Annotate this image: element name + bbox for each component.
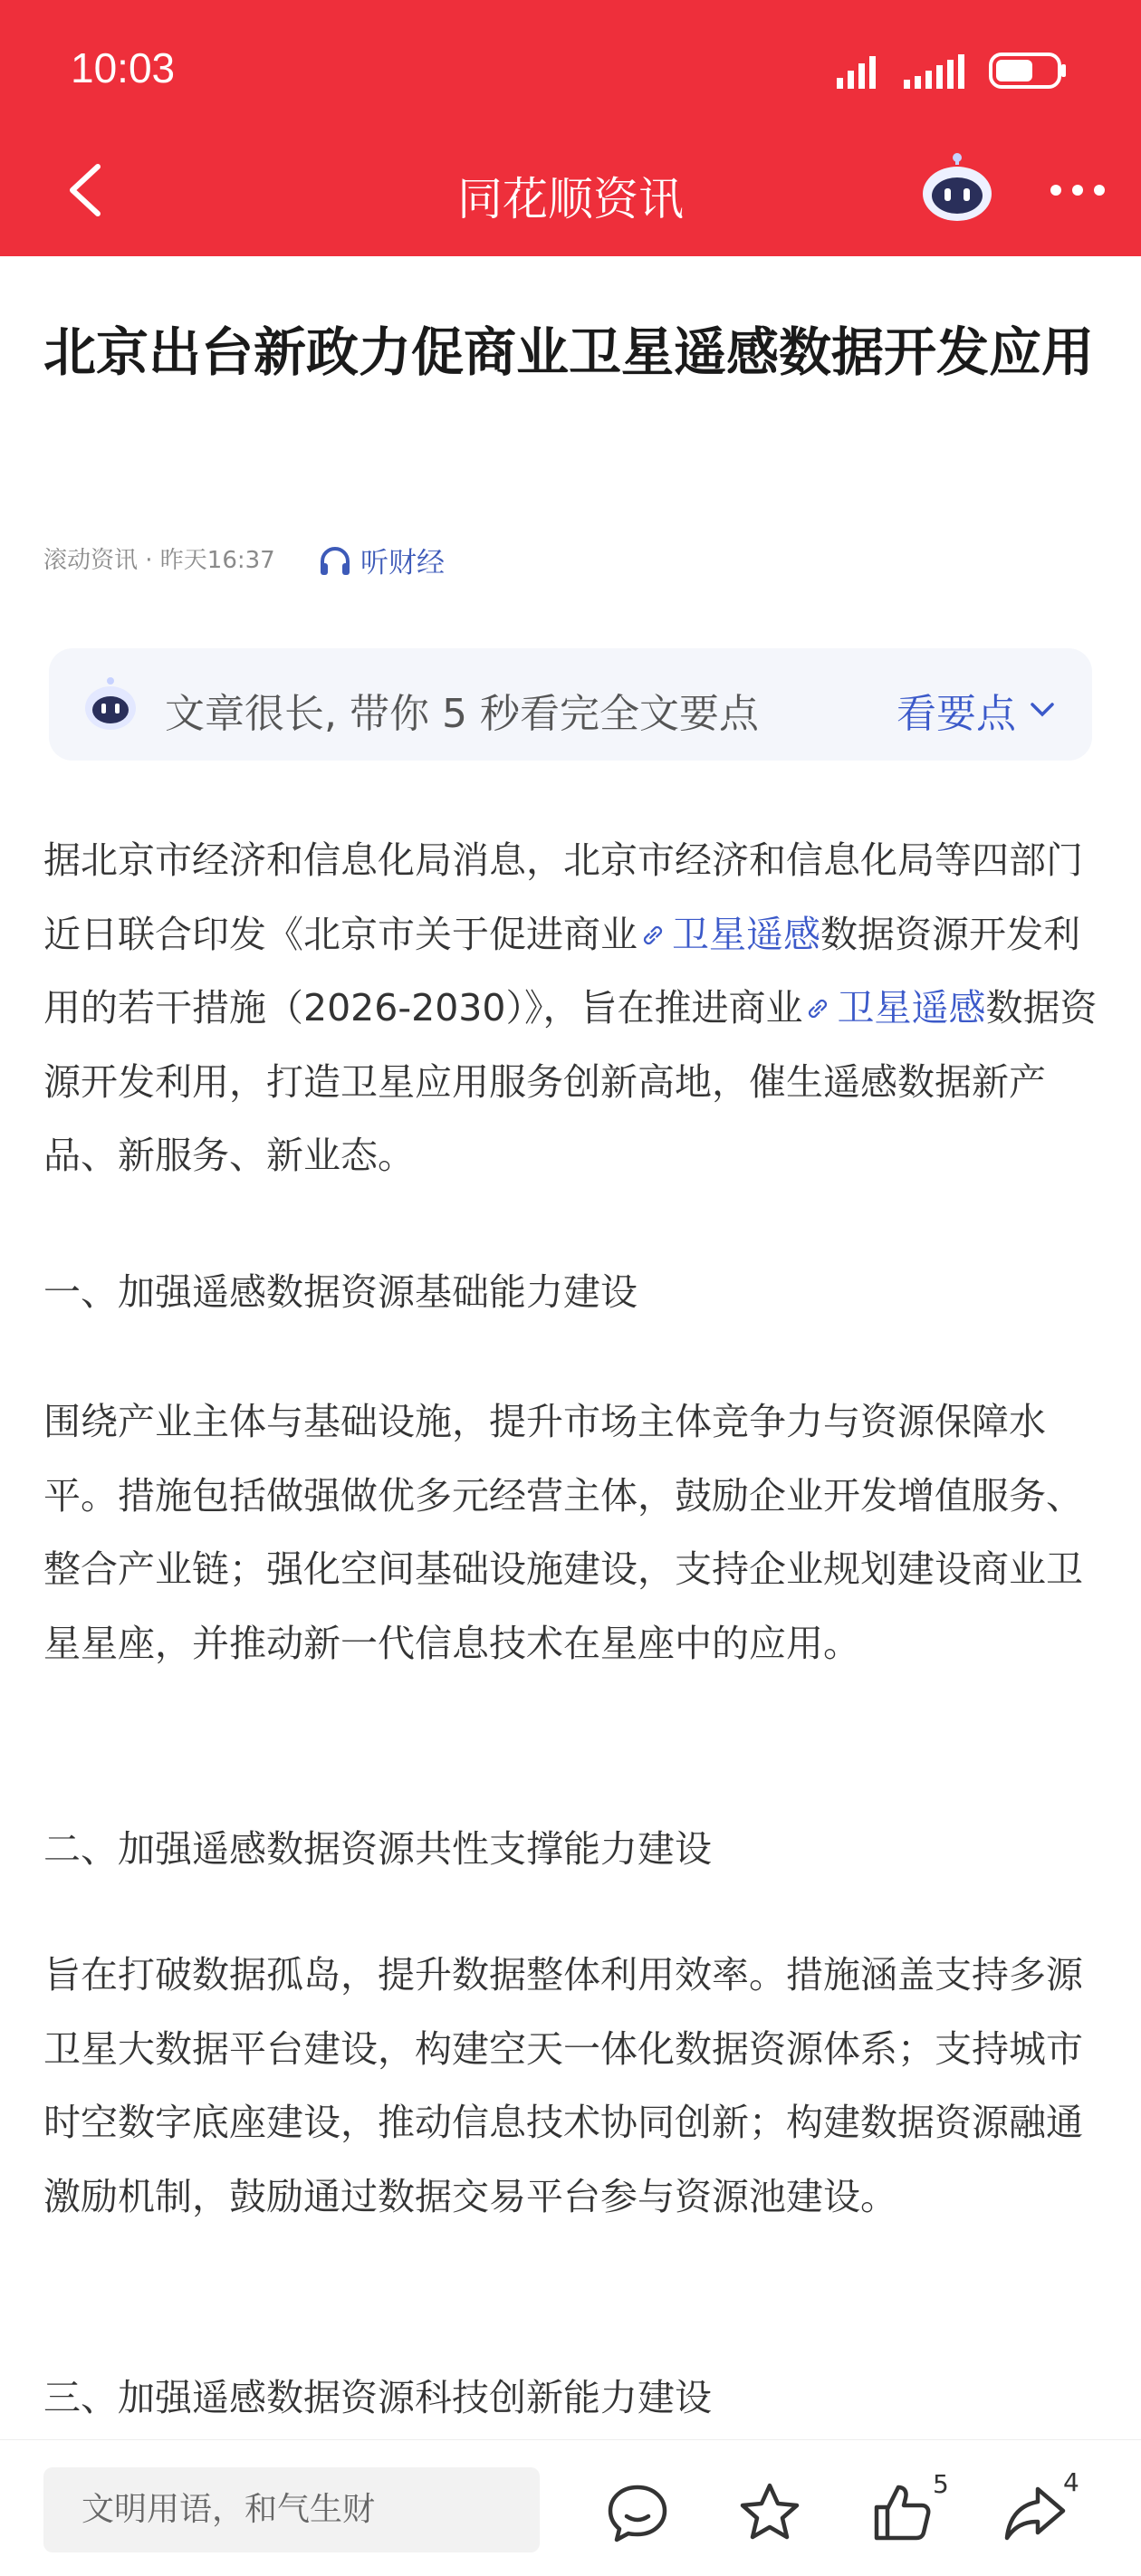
more-dots-icon [1049, 172, 1107, 208]
share-button[interactable] [998, 2476, 1070, 2549]
app-header [0, 0, 1141, 256]
article-paragraph-1: 据北京市经济和信息化局消息，北京市经济和信息化局等四部门近日联合印发《北京市关于促进商业 卫星遥感数据资源开发利用的若干措施（2026-2030）》，旨在推进商业 卫星遥感数据资源开发利用，打造卫星应用服务创新高地，催生遥感数据新产品、新服务、新业态。 [43, 838, 1098, 1177]
signal-icon-2 [902, 53, 973, 89]
share-icon [998, 2476, 1070, 2549]
ai-assistant-button[interactable] [916, 152, 998, 225]
summary-prompt: 文章很长, 带你 5 秒看完全文要点 [165, 691, 759, 737]
robot-icon [916, 152, 998, 225]
listen-button[interactable] [319, 540, 445, 580]
comment-input[interactable]: 文明用语，和气生财 [43, 2467, 540, 2552]
link-icon [638, 920, 668, 951]
link-icon [802, 993, 833, 1024]
status-time: 10:03 [71, 44, 176, 91]
listen-label: 听财经 [360, 547, 445, 579]
signal-icon [835, 53, 886, 89]
view-key-points-button[interactable] [896, 681, 1056, 739]
article-meta: 滚动资讯 · 昨天16:37 [43, 547, 275, 574]
favorite-button[interactable] [734, 2476, 806, 2549]
nav-bar [0, 145, 1141, 235]
bottom-action-bar [0, 2439, 1141, 2576]
article-title: 北京出台新政力促商业卫星遥感数据开发应用 [43, 321, 1095, 383]
status-icons [835, 51, 1069, 91]
comment-icon [601, 2476, 674, 2549]
chevron-down-icon [1029, 701, 1056, 719]
article-paragraph-2: 围绕产业主体与基础设施，提升市场主体竞争力与资源保障水平。措施包括做强做优多元经营主体，鼓励企业开发增值服务、整合产业链；强化空间基础设施建设，支持企业规划建设商业卫星星座，并推动新一代信息技术在星座中的应用。 [43, 1400, 1083, 1665]
article-paragraph-3: 旨在打破数据孤岛，提升数据整体利用效率。措施涵盖支持多源卫星大数据平台建设，构建空天一体化数据资源体系；支持城市时空数字底座建设，推动信息技术协同创新；构建数据资源融通激励机制，鼓励通过数据交易平台参与资源池建设。 [43, 1953, 1083, 2218]
thumbs-up-icon [866, 2476, 938, 2549]
view-key-points-label: 看要点 [896, 691, 1016, 737]
share-count: 4 [1063, 2467, 1079, 2497]
section-heading-3: 三、加强遥感数据资源科技创新能力建设 [43, 2376, 712, 2419]
section-heading-2: 二、加强遥感数据资源共性支撑能力建设 [43, 1827, 712, 1871]
star-icon [734, 2476, 806, 2549]
robot-icon [82, 675, 139, 733]
keyword-link[interactable]: 卫星遥感 [638, 913, 820, 956]
more-button[interactable] [1049, 172, 1107, 208]
keyword-link[interactable]: 卫星遥感 [802, 986, 985, 1029]
like-button[interactable] [866, 2476, 938, 2549]
battery-icon [989, 51, 1069, 91]
section-heading-1: 一、加强遥感数据资源基础能力建设 [43, 1270, 638, 1314]
page-title: 同花顺资讯 [457, 173, 684, 225]
like-count: 5 [933, 2469, 949, 2499]
headphones-icon [319, 545, 351, 576]
comment-button[interactable] [601, 2476, 674, 2549]
summary-card[interactable] [49, 648, 1092, 761]
